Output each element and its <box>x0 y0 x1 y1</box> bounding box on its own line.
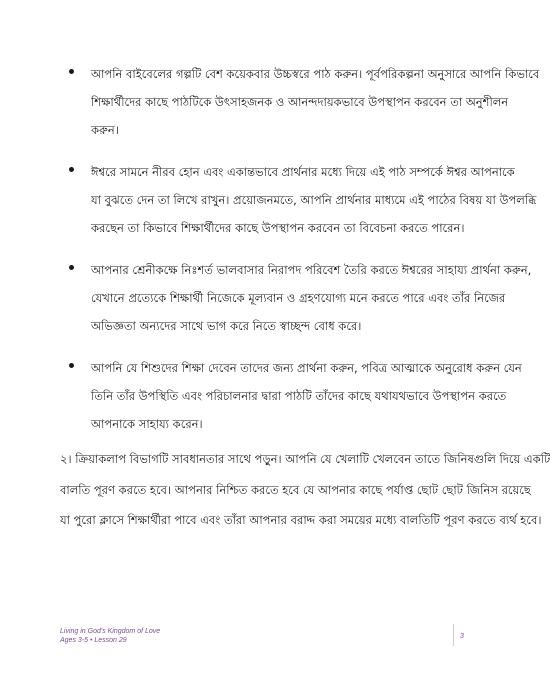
bullet-dot-icon <box>69 69 74 74</box>
footer-subtitle: Ages 3-5 • Lesson 29 <box>60 637 127 644</box>
bullet-item <box>0 158 537 242</box>
bullet-line: অভিজ্ঞতা অন্যদের সাথে ভাগ করে নিতে স্বাচ্ছন্দ বোধ করে। <box>91 319 362 333</box>
bullet-item <box>0 60 540 144</box>
bullet-line: ঈশ্বরে সামনে নীরব হোন এবং একান্তভাবে প্রার্থনার মধ্যে দিয়ে এই পাঠ সম্পর্কে ঈশ্বর আপনাকে <box>91 165 515 179</box>
bullet-line: আপনি বাইবেলের গল্পটি বেশ কয়েকবার উচ্চস্বরে পাঠ করুন। পূর্বপরিকল্পনা অনুসারে আপনি কিভাবে <box>91 67 540 81</box>
bullet-line: করছেন তা কিভাবে শিক্ষার্থীদের কাছে উপস্থাপন করবেন তা বিবেচনা করতে পারেন। <box>91 221 465 235</box>
bullet-line: আপনাকে সাহায্য করেন। <box>91 417 203 431</box>
bullet-line: যেখানে প্রত্যেকে শিক্ষার্থী নিজেকে মূল্যবান ও গ্রহণযোগ্য মনে করতে পারে এবং তাঁর নিজের <box>91 291 506 305</box>
bullet-dot-icon <box>69 167 74 172</box>
footer-title: Living in God's Kingdom of Love <box>60 628 161 635</box>
activity-paragraph <box>60 444 550 536</box>
footer-course-info <box>60 627 160 645</box>
paragraph-line: যা পুরো ক্লাসে শিক্ষার্থীরা পাবে এবং তাঁরা আপনার বরাদ্দ করা সময়ের মধ্যে বালতিটি পূরণ করতে ব্যর্থ হবে। <box>60 513 542 527</box>
bullet-dot-icon <box>69 363 74 368</box>
bullet-line: তিনি তাঁর উপস্থিতি এবং পরিচালনার দ্বারা পাঠটি তাঁদের কাছে যথাযথভাবে উপস্থাপন করতে <box>91 389 507 403</box>
bullet-line: আপনার শ্রেনীকক্ষে নিঃশর্ত ভালবাসার নিরাপদ পরিবেশ তৈরি করতে ঈশ্বরের সাহায্য প্রার্থনা করুন, <box>91 263 532 277</box>
page-number: 3 <box>460 633 464 640</box>
bullet-line: শিক্ষার্থীদের কাছে পাঠটিকে উৎসাহজনক ও আনন্দদায়কভাবে উপস্থাপন করবেন তা অনুশীলন <box>91 95 509 109</box>
bullet-item <box>0 354 532 438</box>
bullet-line: আপনি যে শিশুদের শিক্ষা দেবেন তাদের জন্য প্রার্থনা করুন, পবিত্র আত্মাকে অনুরোধ করুন যেন <box>91 361 522 375</box>
paragraph-line: ২। ক্রিয়াকলাপ বিভাগটি সাবধানতার সাথে পড়ুন। আপনি যে খেলাটি খেলবেন তাতে জিনিষগুলি দিয়ে একটি <box>60 452 550 466</box>
paragraph-line: বালতি পূরণ করতে হবে। আপনার নিশ্চিত করতে হবে যে আপনার কাছে পর্যাপ্ত ছোট ছোট জিনিস রয়েছে <box>60 482 531 497</box>
footer-divider <box>453 624 454 646</box>
bullet-line: করুন। <box>91 123 119 137</box>
bullet-line: যা বুঝতে দেন তা লিখে রাখুন। প্রয়োজনমতে, আপনি প্রার্থনার মাধ্যমে এই পাঠের বিষয় যা উপলব্ধি <box>91 193 537 207</box>
bullet-list <box>0 60 540 452</box>
bullet-dot-icon <box>69 265 74 270</box>
bullet-item <box>0 256 532 340</box>
